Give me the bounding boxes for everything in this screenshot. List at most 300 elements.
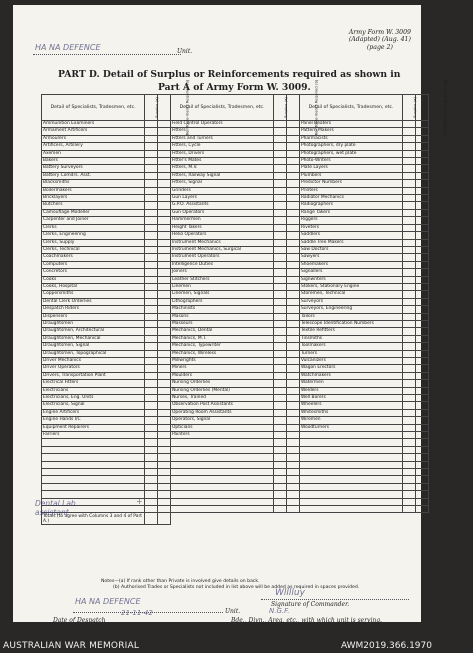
surplus-cell[interactable] <box>145 121 158 128</box>
surplus-cell[interactable] <box>403 446 416 453</box>
reinforcement-cell[interactable] <box>158 261 171 268</box>
reinforcement-cell[interactable] <box>158 121 171 128</box>
surplus-cell[interactable] <box>403 209 416 216</box>
reinforcement-cell[interactable] <box>416 261 429 268</box>
surplus-cell[interactable] <box>274 150 287 157</box>
surplus-cell[interactable] <box>274 476 287 483</box>
reinforcement-cell[interactable] <box>287 187 300 194</box>
reinforcement-cell[interactable] <box>287 246 300 253</box>
reinforcement-cell[interactable] <box>287 328 300 335</box>
blank-entry-cell[interactable] <box>42 483 145 490</box>
surplus-cell[interactable] <box>145 439 158 446</box>
reinforcement-cell[interactable] <box>287 483 300 490</box>
reinforcement-cell[interactable] <box>416 158 429 165</box>
total-surplus-cell[interactable] <box>145 513 158 525</box>
blank-entry-cell[interactable] <box>299 454 402 461</box>
surplus-cell[interactable] <box>403 372 416 379</box>
surplus-cell[interactable] <box>145 335 158 342</box>
reinforcement-cell[interactable] <box>416 454 429 461</box>
reinforcement-cell[interactable] <box>287 239 300 246</box>
surplus-cell[interactable] <box>403 380 416 387</box>
reinforcement-cell[interactable] <box>287 387 300 394</box>
reinforcement-cell[interactable] <box>287 254 300 261</box>
reinforcement-cell[interactable] <box>158 491 171 498</box>
surplus-cell[interactable] <box>274 195 287 202</box>
reinforcement-cell[interactable] <box>416 172 429 179</box>
surplus-cell[interactable] <box>274 365 287 372</box>
reinforcement-cell[interactable] <box>287 128 300 135</box>
reinforcement-cell[interactable] <box>287 180 300 187</box>
surplus-cell[interactable] <box>274 217 287 224</box>
surplus-cell[interactable] <box>274 461 287 468</box>
reinforcement-cell[interactable] <box>287 402 300 409</box>
surplus-cell[interactable] <box>145 269 158 276</box>
blank-entry-cell[interactable] <box>170 439 273 446</box>
surplus-cell[interactable] <box>274 483 287 490</box>
surplus-cell[interactable] <box>274 187 287 194</box>
reinforcement-cell[interactable] <box>158 469 171 476</box>
blank-entry-cell[interactable] <box>170 454 273 461</box>
reinforcement-cell[interactable] <box>287 269 300 276</box>
blank-entry-cell[interactable] <box>42 446 145 453</box>
surplus-cell[interactable] <box>274 306 287 313</box>
blank-entry-cell[interactable] <box>42 454 145 461</box>
reinforcement-cell[interactable] <box>158 343 171 350</box>
reinforcement-cell[interactable] <box>416 483 429 490</box>
reinforcement-cell[interactable] <box>416 395 429 402</box>
reinforcement-cell[interactable] <box>416 328 429 335</box>
reinforcement-cell[interactable] <box>287 469 300 476</box>
surplus-cell[interactable] <box>145 261 158 268</box>
surplus-cell[interactable] <box>403 135 416 142</box>
surplus-cell[interactable] <box>274 298 287 305</box>
reinforcement-cell[interactable] <box>158 143 171 150</box>
reinforcement-cell[interactable] <box>287 380 300 387</box>
surplus-cell[interactable] <box>145 409 158 416</box>
reinforcement-cell[interactable] <box>158 335 171 342</box>
reinforcement-cell[interactable] <box>287 439 300 446</box>
blank-entry-cell[interactable] <box>299 498 402 505</box>
surplus-cell[interactable] <box>274 343 287 350</box>
surplus-cell[interactable] <box>403 232 416 239</box>
surplus-cell[interactable] <box>145 150 158 157</box>
reinforcement-cell[interactable] <box>287 276 300 283</box>
reinforcement-cell[interactable] <box>416 180 429 187</box>
reinforcement-cell[interactable] <box>158 239 171 246</box>
surplus-cell[interactable] <box>145 180 158 187</box>
reinforcement-cell[interactable] <box>416 387 429 394</box>
surplus-cell[interactable] <box>145 276 158 283</box>
reinforcement-cell[interactable] <box>416 209 429 216</box>
surplus-cell[interactable] <box>145 172 158 179</box>
reinforcement-cell[interactable] <box>287 454 300 461</box>
reinforcement-cell[interactable] <box>158 395 171 402</box>
surplus-cell[interactable] <box>274 380 287 387</box>
surplus-cell[interactable] <box>274 409 287 416</box>
surplus-cell[interactable] <box>274 491 287 498</box>
surplus-cell[interactable] <box>145 432 158 439</box>
reinforcement-cell[interactable] <box>158 128 171 135</box>
reinforcement-cell[interactable] <box>287 313 300 320</box>
reinforcement-cell[interactable] <box>416 505 429 512</box>
reinforcement-cell[interactable] <box>416 372 429 379</box>
reinforcement-cell[interactable] <box>287 432 300 439</box>
surplus-cell[interactable] <box>403 454 416 461</box>
reinforcement-cell[interactable] <box>287 217 300 224</box>
reinforcement-cell[interactable] <box>158 180 171 187</box>
reinforcement-cell[interactable] <box>158 283 171 290</box>
surplus-cell[interactable] <box>403 269 416 276</box>
reinforcement-cell[interactable] <box>416 246 429 253</box>
blank-entry-cell[interactable] <box>170 498 273 505</box>
surplus-cell[interactable] <box>403 291 416 298</box>
surplus-cell[interactable] <box>145 306 158 313</box>
reinforcement-cell[interactable] <box>287 261 300 268</box>
reinforcement-cell[interactable] <box>158 165 171 172</box>
reinforcement-cell[interactable] <box>287 143 300 150</box>
surplus-cell[interactable] <box>403 217 416 224</box>
surplus-cell[interactable] <box>403 461 416 468</box>
surplus-cell[interactable] <box>403 306 416 313</box>
reinforcement-cell[interactable] <box>158 150 171 157</box>
surplus-cell[interactable] <box>145 476 158 483</box>
surplus-cell[interactable] <box>403 417 416 424</box>
surplus-cell[interactable] <box>145 417 158 424</box>
reinforcement-cell[interactable] <box>287 417 300 424</box>
reinforcement-cell[interactable] <box>158 298 171 305</box>
surplus-cell[interactable] <box>274 246 287 253</box>
surplus-cell[interactable] <box>145 313 158 320</box>
blank-entry-cell[interactable] <box>170 505 273 512</box>
surplus-cell[interactable] <box>403 350 416 357</box>
reinforcement-cell[interactable] <box>416 121 429 128</box>
surplus-cell[interactable] <box>403 165 416 172</box>
surplus-cell[interactable] <box>403 143 416 150</box>
reinforcement-cell[interactable] <box>158 498 171 505</box>
reinforcement-cell[interactable] <box>287 395 300 402</box>
surplus-cell[interactable] <box>403 195 416 202</box>
blank-entry-cell[interactable] <box>170 446 273 453</box>
reinforcement-cell[interactable] <box>158 195 171 202</box>
reinforcement-cell[interactable] <box>158 417 171 424</box>
blank-entry-cell[interactable] <box>299 491 402 498</box>
reinforcement-cell[interactable] <box>287 365 300 372</box>
surplus-cell[interactable] <box>145 254 158 261</box>
reinforcement-cell[interactable] <box>416 320 429 327</box>
surplus-cell[interactable] <box>403 320 416 327</box>
surplus-cell[interactable] <box>145 158 158 165</box>
surplus-cell[interactable] <box>403 121 416 128</box>
surplus-cell[interactable] <box>274 135 287 142</box>
reinforcement-cell[interactable] <box>416 432 429 439</box>
surplus-cell[interactable] <box>403 239 416 246</box>
surplus-cell[interactable] <box>403 298 416 305</box>
surplus-cell[interactable] <box>403 276 416 283</box>
reinforcement-cell[interactable] <box>287 135 300 142</box>
surplus-cell[interactable] <box>274 328 287 335</box>
surplus-cell[interactable] <box>145 469 158 476</box>
reinforcement-cell[interactable] <box>158 172 171 179</box>
blank-entry-cell[interactable] <box>42 461 145 468</box>
reinforcement-cell[interactable] <box>158 224 171 231</box>
surplus-cell[interactable] <box>403 224 416 231</box>
surplus-cell[interactable] <box>403 402 416 409</box>
reinforcement-cell[interactable] <box>416 143 429 150</box>
blank-entry-cell[interactable] <box>170 469 273 476</box>
surplus-cell[interactable] <box>145 461 158 468</box>
surplus-cell[interactable] <box>274 128 287 135</box>
surplus-cell[interactable] <box>403 283 416 290</box>
surplus-cell[interactable] <box>274 165 287 172</box>
reinforcement-cell[interactable] <box>416 254 429 261</box>
surplus-cell[interactable] <box>274 350 287 357</box>
reinforcement-cell[interactable] <box>416 402 429 409</box>
reinforcement-cell[interactable] <box>158 135 171 142</box>
surplus-cell[interactable] <box>145 209 158 216</box>
surplus-cell[interactable] <box>274 269 287 276</box>
reinforcement-cell[interactable] <box>158 202 171 209</box>
surplus-cell[interactable] <box>403 439 416 446</box>
blank-entry-cell[interactable] <box>42 491 145 498</box>
surplus-cell[interactable] <box>403 432 416 439</box>
reinforcement-cell[interactable] <box>416 409 429 416</box>
reinforcement-cell[interactable] <box>416 424 429 431</box>
reinforcement-cell[interactable] <box>158 505 171 512</box>
surplus-cell[interactable] <box>274 202 287 209</box>
surplus-cell[interactable] <box>145 454 158 461</box>
surplus-cell[interactable] <box>145 343 158 350</box>
blank-entry-cell[interactable] <box>42 469 145 476</box>
surplus-cell[interactable] <box>274 239 287 246</box>
surplus-cell[interactable] <box>403 180 416 187</box>
reinforcement-cell[interactable] <box>158 461 171 468</box>
reinforcement-cell[interactable] <box>416 150 429 157</box>
reinforcement-cell[interactable] <box>416 128 429 135</box>
surplus-cell[interactable] <box>274 158 287 165</box>
surplus-cell[interactable] <box>145 365 158 372</box>
blank-entry-cell[interactable] <box>299 483 402 490</box>
reinforcement-cell[interactable] <box>287 209 300 216</box>
blank-entry-cell[interactable] <box>170 491 273 498</box>
surplus-cell[interactable] <box>145 165 158 172</box>
surplus-cell[interactable] <box>274 387 287 394</box>
surplus-cell[interactable] <box>274 209 287 216</box>
reinforcement-cell[interactable] <box>158 187 171 194</box>
reinforcement-cell[interactable] <box>287 350 300 357</box>
blank-entry-cell[interactable] <box>299 439 402 446</box>
surplus-cell[interactable] <box>403 358 416 365</box>
reinforcement-cell[interactable] <box>416 291 429 298</box>
surplus-cell[interactable] <box>145 483 158 490</box>
reinforcement-cell[interactable] <box>416 217 429 224</box>
surplus-cell[interactable] <box>145 320 158 327</box>
reinforcement-cell[interactable] <box>287 158 300 165</box>
reinforcement-cell[interactable] <box>158 246 171 253</box>
surplus-cell[interactable] <box>403 498 416 505</box>
reinforcement-cell[interactable] <box>287 335 300 342</box>
surplus-cell[interactable] <box>403 387 416 394</box>
reinforcement-cell[interactable] <box>158 446 171 453</box>
reinforcement-cell[interactable] <box>416 313 429 320</box>
reinforcement-cell[interactable] <box>158 232 171 239</box>
surplus-cell[interactable] <box>403 313 416 320</box>
surplus-cell[interactable] <box>274 446 287 453</box>
reinforcement-cell[interactable] <box>416 476 429 483</box>
blank-entry-cell[interactable] <box>42 439 145 446</box>
reinforcement-cell[interactable] <box>287 372 300 379</box>
reinforcement-cell[interactable] <box>416 469 429 476</box>
reinforcement-cell[interactable] <box>287 150 300 157</box>
reinforcement-cell[interactable] <box>416 306 429 313</box>
surplus-cell[interactable] <box>145 283 158 290</box>
surplus-cell[interactable] <box>403 158 416 165</box>
surplus-cell[interactable] <box>274 498 287 505</box>
surplus-cell[interactable] <box>274 172 287 179</box>
surplus-cell[interactable] <box>403 150 416 157</box>
reinforcement-cell[interactable] <box>158 380 171 387</box>
reinforcement-cell[interactable] <box>158 402 171 409</box>
reinforcement-cell[interactable] <box>287 320 300 327</box>
surplus-cell[interactable] <box>274 261 287 268</box>
surplus-cell[interactable] <box>403 172 416 179</box>
reinforcement-cell[interactable] <box>416 491 429 498</box>
reinforcement-cell[interactable] <box>287 224 300 231</box>
reinforcement-cell[interactable] <box>287 306 300 313</box>
reinforcement-cell[interactable] <box>287 476 300 483</box>
surplus-cell[interactable] <box>403 395 416 402</box>
reinforcement-cell[interactable] <box>287 298 300 305</box>
blank-entry-cell[interactable] <box>170 476 273 483</box>
reinforcement-cell[interactable] <box>287 121 300 128</box>
reinforcement-cell[interactable] <box>158 432 171 439</box>
surplus-cell[interactable] <box>274 469 287 476</box>
reinforcement-cell[interactable] <box>158 276 171 283</box>
surplus-cell[interactable] <box>403 261 416 268</box>
reinforcement-cell[interactable] <box>416 439 429 446</box>
blank-entry-cell[interactable] <box>299 476 402 483</box>
reinforcement-cell[interactable] <box>158 291 171 298</box>
reinforcement-cell[interactable] <box>158 365 171 372</box>
reinforcement-cell[interactable] <box>416 135 429 142</box>
surplus-cell[interactable] <box>274 276 287 283</box>
reinforcement-cell[interactable] <box>158 158 171 165</box>
blank-entry-cell[interactable] <box>299 446 402 453</box>
surplus-cell[interactable] <box>403 424 416 431</box>
surplus-cell[interactable] <box>403 476 416 483</box>
surplus-cell[interactable] <box>145 224 158 231</box>
reinforcement-cell[interactable] <box>158 320 171 327</box>
reinforcement-cell[interactable] <box>416 276 429 283</box>
surplus-cell[interactable] <box>274 224 287 231</box>
surplus-cell[interactable] <box>274 417 287 424</box>
blank-entry-cell[interactable] <box>299 469 402 476</box>
surplus-cell[interactable] <box>145 195 158 202</box>
surplus-cell[interactable] <box>145 202 158 209</box>
blank-entry-cell[interactable] <box>170 483 273 490</box>
reinforcement-cell[interactable] <box>158 269 171 276</box>
surplus-cell[interactable] <box>403 483 416 490</box>
total-reinforcement-cell[interactable] <box>158 513 171 525</box>
reinforcement-cell[interactable] <box>158 328 171 335</box>
reinforcement-cell[interactable] <box>416 380 429 387</box>
reinforcement-cell[interactable] <box>416 283 429 290</box>
surplus-cell[interactable] <box>274 402 287 409</box>
reinforcement-cell[interactable] <box>158 372 171 379</box>
reinforcement-cell[interactable] <box>287 505 300 512</box>
surplus-cell[interactable] <box>274 121 287 128</box>
surplus-cell[interactable] <box>274 283 287 290</box>
reinforcement-cell[interactable] <box>287 358 300 365</box>
surplus-cell[interactable] <box>274 254 287 261</box>
surplus-cell[interactable] <box>145 491 158 498</box>
surplus-cell[interactable] <box>145 328 158 335</box>
reinforcement-cell[interactable] <box>158 358 171 365</box>
reinforcement-cell[interactable] <box>158 254 171 261</box>
surplus-cell[interactable] <box>145 498 158 505</box>
reinforcement-cell[interactable] <box>287 172 300 179</box>
reinforcement-cell[interactable] <box>158 387 171 394</box>
surplus-cell[interactable] <box>403 409 416 416</box>
surplus-cell[interactable] <box>274 505 287 512</box>
surplus-cell[interactable] <box>274 395 287 402</box>
surplus-cell[interactable] <box>145 372 158 379</box>
blank-entry-cell[interactable] <box>42 476 145 483</box>
surplus-cell[interactable] <box>403 343 416 350</box>
reinforcement-cell[interactable] <box>158 439 171 446</box>
blank-entry-cell[interactable] <box>299 505 402 512</box>
reinforcement-cell[interactable] <box>287 498 300 505</box>
surplus-cell[interactable] <box>274 232 287 239</box>
reinforcement-cell[interactable] <box>416 343 429 350</box>
blank-entry-cell[interactable] <box>170 461 273 468</box>
surplus-cell[interactable] <box>145 143 158 150</box>
surplus-cell[interactable] <box>403 328 416 335</box>
surplus-cell[interactable] <box>274 424 287 431</box>
surplus-cell[interactable] <box>145 232 158 239</box>
reinforcement-cell[interactable] <box>416 224 429 231</box>
reinforcement-cell[interactable] <box>158 483 171 490</box>
surplus-cell[interactable] <box>145 387 158 394</box>
surplus-cell[interactable] <box>274 439 287 446</box>
reinforcement-cell[interactable] <box>416 298 429 305</box>
reinforcement-cell[interactable] <box>158 313 171 320</box>
reinforcement-cell[interactable] <box>158 454 171 461</box>
reinforcement-cell[interactable] <box>416 232 429 239</box>
reinforcement-cell[interactable] <box>158 209 171 216</box>
surplus-cell[interactable] <box>145 424 158 431</box>
reinforcement-cell[interactable] <box>416 446 429 453</box>
reinforcement-cell[interactable] <box>416 350 429 357</box>
surplus-cell[interactable] <box>403 335 416 342</box>
reinforcement-cell[interactable] <box>287 424 300 431</box>
reinforcement-cell[interactable] <box>287 291 300 298</box>
surplus-cell[interactable] <box>145 402 158 409</box>
reinforcement-cell[interactable] <box>416 187 429 194</box>
reinforcement-cell[interactable] <box>416 335 429 342</box>
reinforcement-cell[interactable] <box>287 343 300 350</box>
reinforcement-cell[interactable] <box>158 350 171 357</box>
reinforcement-cell[interactable] <box>158 306 171 313</box>
surplus-cell[interactable] <box>274 432 287 439</box>
surplus-cell[interactable] <box>403 128 416 135</box>
surplus-cell[interactable] <box>274 313 287 320</box>
reinforcement-cell[interactable] <box>416 239 429 246</box>
surplus-cell[interactable] <box>145 187 158 194</box>
surplus-cell[interactable] <box>145 135 158 142</box>
surplus-cell[interactable] <box>145 217 158 224</box>
reinforcement-cell[interactable] <box>158 476 171 483</box>
surplus-cell[interactable] <box>274 358 287 365</box>
